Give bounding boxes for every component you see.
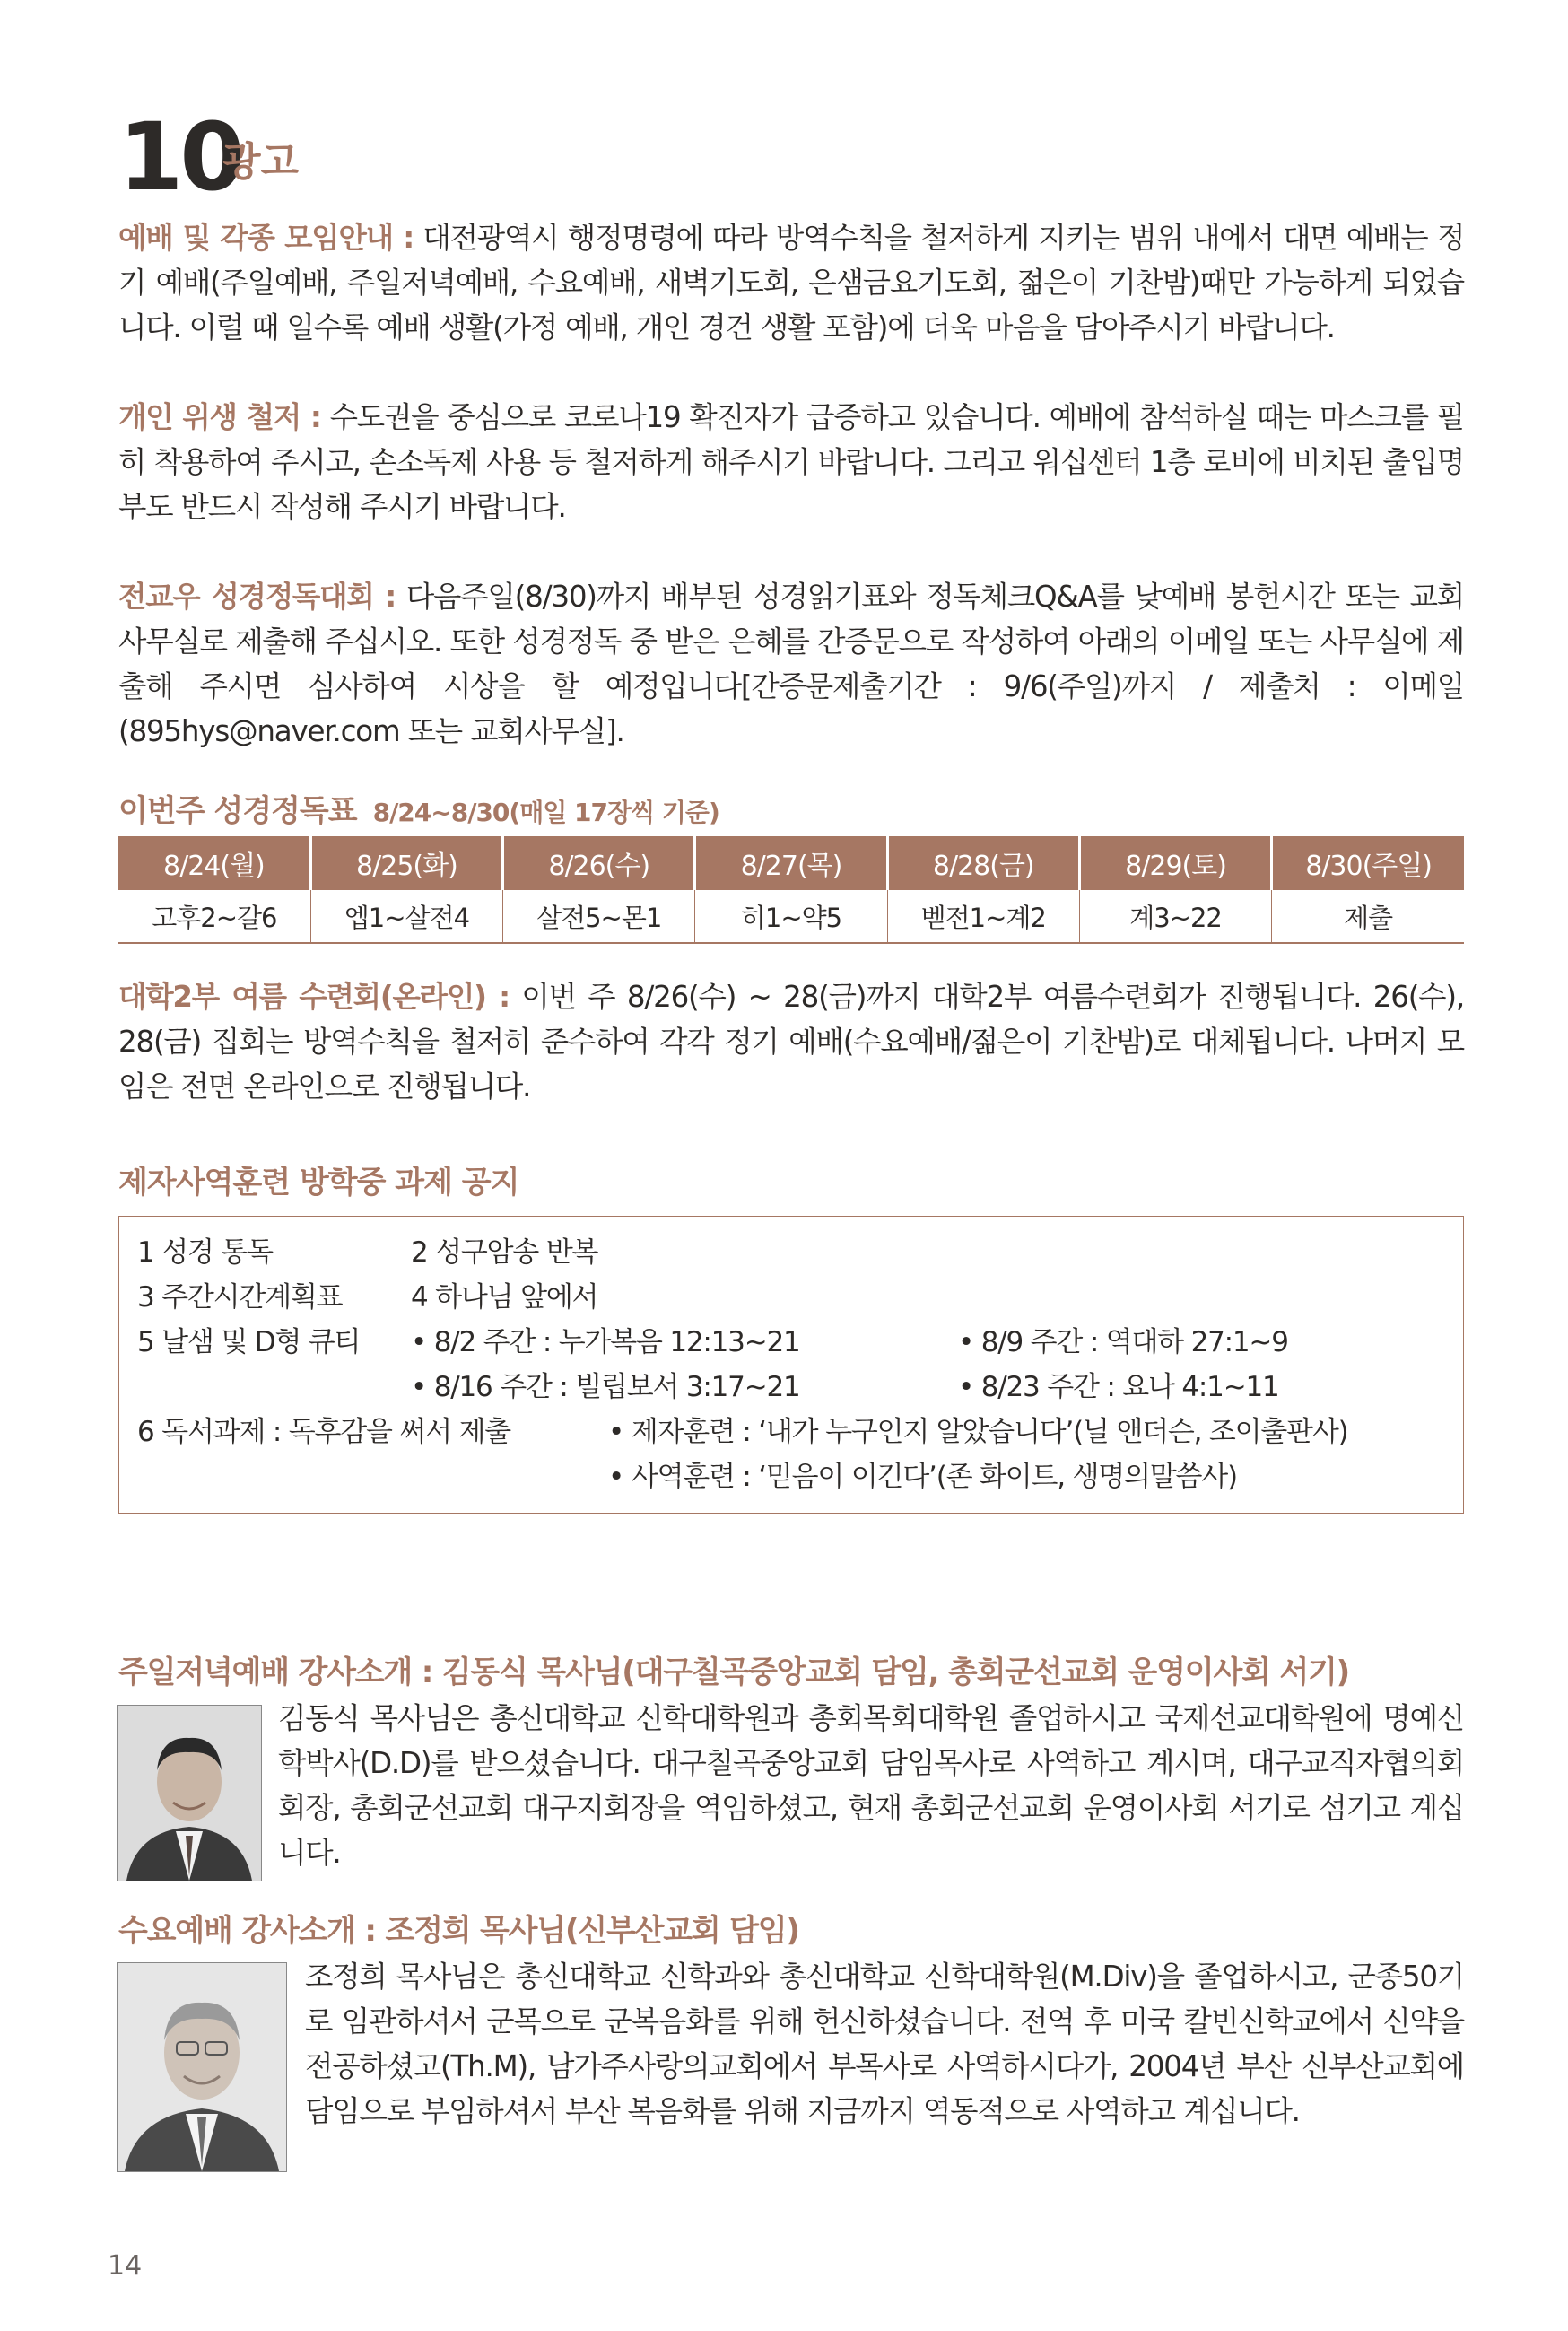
book-item: • 제자훈련 : ‘내가 누구인지 알았습니다’(닐 앤더슨, 조이출판사) [608,1416,1348,1448]
notice-hygiene [118,395,1464,529]
table-header-row [118,836,1464,890]
assignment-item: 5 날샘 및 D형 큐티 [137,1326,361,1358]
section-number: 10 [118,102,241,212]
day-cell: 8/24(월) [118,836,310,890]
speaker-heading: 주일저녁예배 강사소개 : 김동식 목사님(대구칠곡중앙교회 담임, 총회군선교회 운영이사회 서기) [118,1654,1349,1690]
qt-item: • 8/23 주간 : 요나 4:1~11 [958,1371,1279,1403]
day-cell: 8/26(수) [503,836,695,890]
assignment-item: 1 성경 통독 [137,1236,273,1269]
range-cell: 제출 [1272,890,1464,943]
notice-label: 개인 위생 철저 : [118,400,321,434]
qt-item: • 8/9 주간 : 역대하 27:1~9 [958,1326,1288,1358]
notice-text: 이번 주 8/26(수) ~ 28(금)까지 대학2부 여름수련회가 진행됩니다. 26(수), 28(금) 집회는 방역수칙을 철저히 준수하여 각각 정기 예배(수요예배/젊은이 기찬밤)로 대체됩니다. 나머지 모임은 전면 온라인으로 진행됩니다. [118,980,1464,1104]
assignment-item: 4 하나님 앞에서 [411,1281,598,1314]
range-cell: 엡1~살전4 [310,890,502,943]
speaker-portrait [118,1963,286,2171]
reading-schedule-table [118,836,1464,944]
speaker-heading: 수요예배 강사소개 : 조정희 목사님(신부산교회 담임) [118,1913,799,1949]
reading-title: 이번주 성경정독표 [118,793,357,829]
reading-note: 8/24~8/30(매일 17장씩 기준) [372,798,719,827]
speaker-photo [117,1962,287,2172]
range-cell: 고후2~갈6 [118,890,310,943]
speaker-photo [117,1705,262,1881]
day-cell: 8/25(화) [310,836,502,890]
speaker-bio: 김동식 목사님은 총신대학교 신학대학원과 총회목회대학원 졸업하시고 국제선교대학원에 명예신학박사(D.D)를 받으셨습니다. 대구칠곡중앙교회 담임목사로 사역하고 계시며, 대구교직자협의회 회장, 총회군선교회 대구지회장을 역임하셨고, 현재 총회군선교회 운영이사회 서기로 섬기고 계십니다. [278,1701,1464,1870]
book-item: • 사역훈련 : ‘믿음이 이긴다’(존 화이트, 생명의말씀사) [608,1461,1237,1493]
notice-worship [118,215,1464,350]
notice-text: 다음주일(8/30)까지 배부된 성경읽기표와 정독체크Q&A를 낮예배 봉헌시간 또는 교회 사무실로 제출해 주십시오. 또한 성경정독 중 받은 은혜를 간증문으로 작성하여 아래의 이메일 또는 사무실에 제출해 주시면 심사하여 시상을 할 예정입니다[간증문제출기간 : 9/6(주일)까지 / 제출처 : 이메일(895hys@naver.com 또는 교회사무실]. [118,580,1464,748]
day-cell: 8/30(주일) [1272,836,1464,890]
day-cell: 8/27(목) [695,836,887,890]
qt-item: • 8/16 주간 : 빌립보서 3:17~21 [411,1371,800,1403]
speaker-bio: 조정희 목사님은 총신대학교 신학과와 총신대학교 신학대학원(M.Div)을 졸업하시고, 군종50기로 임관하셔서 군목으로 군복음화를 위해 헌신하셨습니다. 전역 후 미국 칼빈신학교에서 신약을 전공하셨고(Th.M), 남가주사랑의교회에서 부목사로 사역하시다가, 2004년 부산 신부산교회에 담임으로 부임하셔서 부산 복음화를 위해 지금까지 역동적으로 사역하고 계십니다. [305,1960,1464,2128]
range-cell: 히1~약5 [695,890,887,943]
assignment-title: 제자사역훈련 방학중 과제 공지 [118,1165,519,1200]
notice-retreat [118,974,1464,1109]
assignment-item: 3 주간시간계획표 [137,1281,343,1314]
notice-text: 수도권을 중심으로 코로나19 확진자가 급증하고 있습니다. 예배에 참석하실 때는 마스크를 필히 착용하여 주시고, 손소독제 사용 등 철저하게 해주시기 바랍니다. 그리고 워십센터 1층 로비에 비치된 출입명부도 반드시 작성해 주시기 바랍니다. [118,400,1464,524]
qt-item: • 8/2 주간 : 누가복음 12:13~21 [411,1326,800,1358]
reading-heading [118,786,719,830]
day-cell: 8/29(토) [1079,836,1271,890]
range-cell: 살전5~몬1 [503,890,695,943]
range-cell: 벧전1~계2 [887,890,1079,943]
day-cell: 8/28(금) [887,836,1079,890]
assignment-box [118,1216,1464,1514]
range-cell: 계3~22 [1079,890,1271,943]
notice-label: 전교우 성경정독대회 : [118,580,396,614]
notice-label: 예배 및 각종 모임안내 : [118,221,414,255]
notice-label: 대학2부 여름 수련회(온라인) : [118,980,510,1014]
assignment-item: 6 독서과제 : 독후감을 써서 제출 [137,1416,510,1448]
page-number: 14 [108,2250,143,2282]
assignment-item: 2 성구암송 반복 [411,1236,598,1269]
speaker-portrait [118,1706,261,1881]
section-title: 광고 [222,139,300,185]
table-row [118,890,1464,943]
notice-bible-reading [118,574,1464,754]
notice-text: 대전광역시 행정명령에 따라 방역수칙을 철저하게 지키는 범위 내에서 대면 예배는 정기 예배(주일예배, 주일저녁예배, 수요예배, 새벽기도회, 은샘금요기도회, 젊은이 기찬밤)때만 가능하게 되었습니다. 이럴 때 일수록 예배 생활(가정 예배, 개인 경건 생활 포함)에 더욱 마음을 담아주시기 바랍니다. [118,221,1465,345]
